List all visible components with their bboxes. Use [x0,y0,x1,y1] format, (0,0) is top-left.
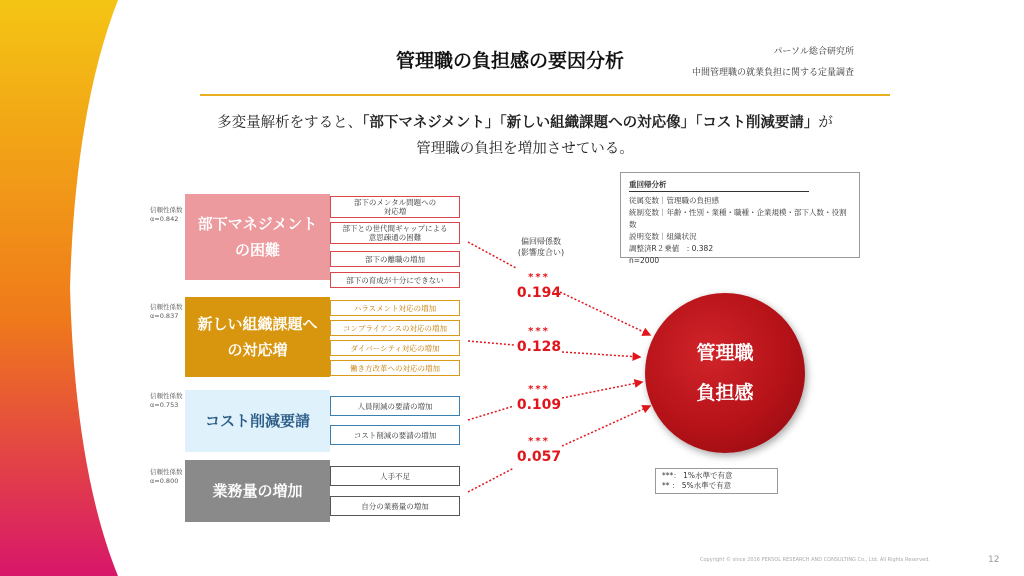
regression-line-2: 統制変数｜年齢・性別・業種・職種・企業規模・部下人数・役割数 [629,208,847,229]
coef-1-stars: *** [528,272,550,283]
arrow-1b [560,292,650,335]
regression-line-4: 調整済R２乗値 : 0.382 [629,244,714,253]
arrow-2b [562,352,640,357]
coef-2-stars: *** [528,326,550,337]
regression-info-box [620,172,860,265]
reliability-1 [150,206,183,224]
factor-3-label: コスト削減要請 [204,412,310,430]
coef-1-value: 0.194 [516,285,562,301]
item-2-4: 働き方改革への対応の増加 [330,360,460,376]
reliability-1-text: 信頼性係数 α=0.842 [150,206,183,223]
coef-2-value: 0.128 [516,339,562,355]
survey-name: 中間管理職の就業負担に関する定量調査 [691,68,854,78]
page-number: 12 [988,555,1000,565]
target-line-2: 負担感 [696,382,754,404]
regression-line-5: n=2000 [629,256,660,265]
coefficient-1 [516,272,562,302]
lead-line2: 管理職の負担を増加させている。 [416,141,634,157]
legend-5pct: ** ： 5%水準で有意 [662,481,732,490]
coef-4-stars: *** [528,436,550,447]
coef-3-stars: *** [528,384,550,395]
reliability-3-text: 信頼性係数 α=0.753 [150,392,183,409]
significance-legend [655,468,778,494]
item-2-1: ハラスメント対応の増加 [330,300,460,316]
item-3-1: 人員削減の要請の増加 [330,396,460,416]
coefficient-3 [516,384,562,414]
arrow-3b [562,382,642,398]
item-1-1: 部下のメンタル問題への 対応増 [330,196,460,218]
factor-cost-reduction [185,390,330,452]
item-4-1: 人手不足 [330,466,460,486]
coef-4-value: 0.057 [516,449,562,465]
reliability-2-text: 信頼性係数 α=0.837 [150,303,183,320]
item-1-3: 部下の離職の増加 [330,251,460,267]
arrow-2a [468,341,514,345]
factor-workload-increase [185,460,330,522]
factor-1-label: 部下マネジメント の困難 [197,215,318,259]
regression-title: 重回帰分析 [629,179,809,192]
coefficient-header: 偏回帰係数 (影響度合い) [517,237,565,257]
factor-subordinate-management [185,194,330,280]
legend-1pct: ***： 1%水準で有意 [662,471,733,480]
page-title: 管理職の負担感の要因分析 [395,50,624,72]
organization-name: パーソル総合研究所 [773,47,854,57]
factor-new-org-issues [185,297,330,377]
item-2-3: ダイバーシティ対応の増加 [330,340,460,356]
target-manager-burden [645,293,805,453]
copyright: Copyright © since 2016 PERSOL RESEARCH AND CONSULTING Co., Ltd. All Rights Reserved. [700,557,930,563]
factor-4-label: 業務量の増加 [212,482,303,500]
item-2-2: コンプライアンスの対応の増加 [330,320,460,336]
item-1-4: 部下の育成が十分にできない [330,272,460,288]
item-1-2: 部下との世代間ギャップによる 意思疎通の困難 [330,222,460,244]
coef-3-value: 0.109 [516,397,562,413]
coefficient-4 [516,436,562,466]
item-3-2: コスト削減の要請の増加 [330,425,460,445]
item-4-2: 自分の業務量の増加 [330,496,460,516]
coefficient-2 [516,326,562,356]
lead-post: が [818,115,833,131]
factor-2-label: 新しい組織課題へ の対応増 [197,315,318,359]
reliability-4 [150,468,183,486]
reliability-4-text: 信頼性係数 α=0.800 [150,468,183,485]
arrow-4a [468,468,514,492]
regression-line-3: 説明変数｜組織状況 [629,232,697,241]
target-line-1: 管理職 [696,342,754,364]
reliability-2 [150,303,183,321]
arrow-3a [468,406,514,420]
lead-bold: 「部下マネジメント」「新しい組織課題への対応像」「コスト削減要請」 [362,115,819,131]
regression-line-1: 従属変数｜管理職の負担感 [629,196,719,205]
lead-pre: 多変量解析をすると、 [217,115,363,131]
arrow-4b [562,406,650,446]
reliability-3 [150,392,183,410]
